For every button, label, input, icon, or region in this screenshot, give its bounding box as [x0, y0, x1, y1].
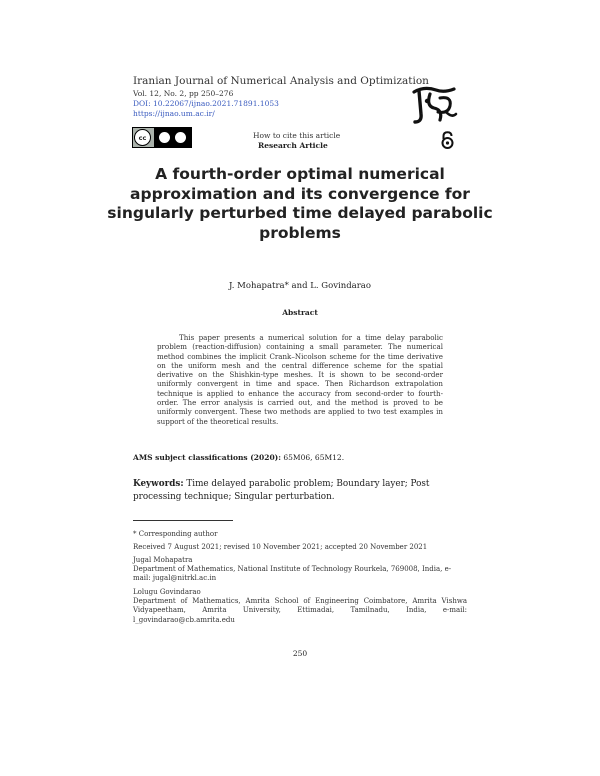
ams-classification: [133, 453, 473, 462]
ams-label: AMS subject classifications (2020):: [133, 453, 281, 462]
by-icon: [159, 132, 170, 143]
keywords-label: Keywords:: [133, 479, 184, 489]
page-number: 250: [292, 649, 308, 658]
author1-name: Jugal Mohapatra: [133, 556, 193, 564]
open-access-icon: [440, 131, 455, 149]
footnote-rule: [133, 520, 233, 521]
journal-url-link[interactable]: https://ijnao.um.ac.ir/: [133, 109, 215, 118]
cc-license-badge[interactable]: [132, 127, 192, 148]
doi-link[interactable]: DOI: 10.22067/ijnao.2021.71891.1053: [133, 99, 279, 108]
paper-title: A fourth-order optimal numerical approximation and its convergence for singularly perturbed time delayed parabolic problems: [107, 165, 493, 242]
corresponding-note: * Corresponding author: [133, 530, 218, 538]
volume-line: Vol. 12, No. 2, pp 250–276: [133, 89, 234, 98]
authors: J. Mohapatra* and L. Govindarao: [229, 281, 371, 291]
author2-affiliation: Department of Mathematics, Amrita School of Engineering Coimbatore, Amrita Vishwa Vidyapeetham, Amrita University, Ettimadai, Tamilnadu, India, e-mail: l_govindarao@cb.amrita.edu: [133, 597, 467, 624]
cc-icon: cc: [134, 129, 151, 146]
article-type: Research Article: [258, 141, 328, 150]
ams-value: 65M06, 65M12.: [283, 453, 345, 462]
abstract-text: This paper presents a numerical solution for a time delay parabolic problem (reaction-diffusion) containing a small parameter. The numerical method combines the implicit Crank–Nicolson scheme for the time derivative on the uniform mesh and the central difference scheme for the spatial derivative on the Shishkin-type meshes. It is shown to be second-order uniformly convergent in time and space. Then Richardson extrapolation technique is applied to enhance the accuracy from second-order to fourth-order. The error analysis is carried out, and the method is proved to be uniformly convergent. These two methods are applied to two test examples in support of the theoretical results.: [157, 333, 443, 426]
abstract-heading: Abstract: [282, 308, 318, 317]
journal-name: Iranian Journal of Numerical Analysis and Optimization: [133, 75, 429, 87]
how-to-cite[interactable]: How to cite this article: [253, 131, 341, 140]
author1-affiliation: Department of Mathematics, National Institute of Technology Rourkela, 769008, India, e-mail: jugal@nitrkl.ac.in: [133, 565, 452, 583]
author2-name: Lolugu Govindarao: [133, 588, 201, 596]
keywords-value: Time delayed parabolic problem; Boundary layer; Post processing technique; Singular perturbation.: [133, 479, 430, 502]
keywords: [133, 478, 467, 504]
journal-logo-icon: [410, 84, 458, 126]
by-nc-icons: [154, 128, 191, 147]
nc-icon: [175, 132, 186, 143]
received-dates: Received 7 August 2021; revised 10 November 2021; accepted 20 November 2021: [133, 543, 428, 551]
